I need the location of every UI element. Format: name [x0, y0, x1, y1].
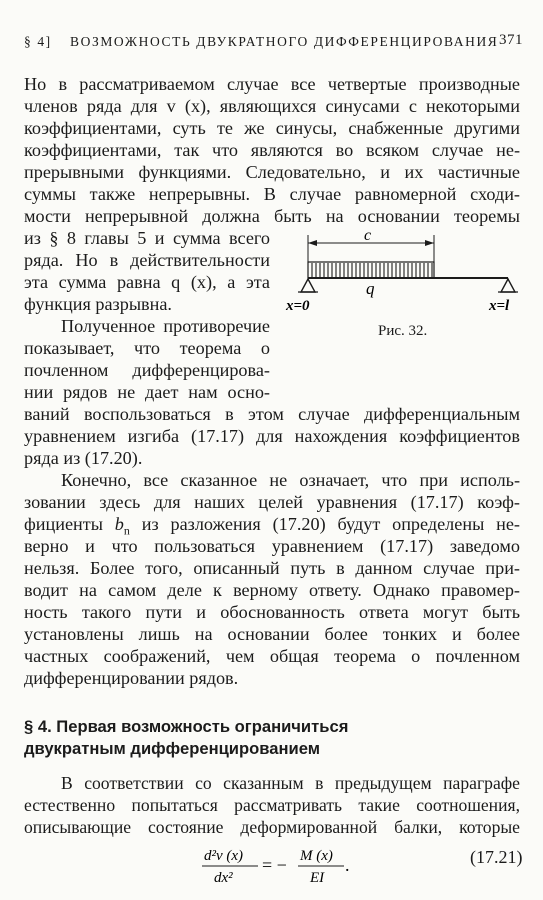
- eq-rhs-denominator: EI: [310, 870, 325, 886]
- text-line: из § 8 главы 5 и сумма всего: [24, 228, 270, 248]
- text-line: показывает, что теорема о: [24, 338, 270, 358]
- eq-lhs-numerator: d²v (x): [204, 848, 244, 864]
- text-line: зовании здесь для наших целей уравнения (17.17) коэф-: [24, 492, 520, 512]
- running-header: [24, 32, 523, 54]
- text-line: описывающие состояние деформированной балки, которые: [24, 817, 520, 837]
- text-line: функция разрывна.: [24, 294, 172, 314]
- text-line: мости непрерывной должна быть на основании теоремы: [24, 206, 520, 226]
- text-line: ваний воспользоваться в этом случае дифференциальным: [24, 404, 520, 424]
- text-line: Но в рассматриваемом случае все четвертые производные: [24, 74, 520, 94]
- text-line: Полученное противоречие: [61, 316, 270, 336]
- text-line: установлены лишь на основании более тонких и более: [24, 624, 520, 644]
- text-line: нии рядов не дает нам осно-: [24, 382, 270, 402]
- eq-sign: = −: [262, 855, 287, 875]
- support-left: [301, 279, 315, 292]
- coefficient-subscript: n: [123, 523, 130, 538]
- label-x0: x=0: [286, 298, 310, 314]
- header-section: § 4]: [24, 34, 52, 49]
- text-line: суммы также непрерывны. В случае равномерной сходи-: [24, 184, 520, 204]
- coefficient-symbol: b: [114, 514, 124, 534]
- text-fragment: фициенты: [24, 514, 115, 534]
- eq-lhs-denominator: dx²: [214, 870, 233, 886]
- text-line: ряда из (17.20).: [24, 448, 143, 468]
- equation-number: (17.21): [470, 847, 523, 867]
- text-line: частных соображений, чем общая теорема о почленном: [24, 646, 520, 666]
- page-number: 371: [499, 32, 523, 48]
- text-line: верно и что пользоваться уравнением (17.17) заведомо: [24, 536, 520, 556]
- header-title: ВОЗМОЖНОСТЬ ДВУКРАТНОГО ДИФФЕРЕНЦИРОВАНИЯ: [70, 34, 499, 49]
- text-line: водит на самом деле к верному ответу. Однако правомер-: [24, 580, 520, 600]
- text-line: дифференцировании рядов.: [24, 668, 239, 688]
- text-line: прерывными функциями. Следовательно, и их частичные: [24, 162, 520, 182]
- text-line: нельзя. Более того, описанный путь в данном случае при-: [24, 558, 520, 578]
- text-line: ность такого пути и обоснованность ответа могут быть: [24, 602, 520, 622]
- eq-period: .: [345, 855, 350, 875]
- eq-rhs-numerator: M (x): [300, 848, 333, 864]
- arrow-left: [308, 240, 317, 246]
- text-line: Конечно, все сказанное не означает, что при исполь-: [61, 470, 520, 490]
- text-line: естественно попытаться рассматривать такие соотношения,: [24, 795, 520, 815]
- text-line: ряда. Но в действительности: [24, 250, 270, 270]
- text-line: почленном дифференцирова-: [24, 360, 270, 380]
- label-c: c: [364, 227, 372, 244]
- section-heading-line: двукратным дифференцированием: [24, 739, 320, 758]
- load-hatching: [312, 263, 432, 277]
- text-fragment: из разложения (17.20) будут определены не-: [129, 514, 520, 534]
- label-q: q: [366, 279, 375, 298]
- text-line: уравнением изгиба (17.17) для нахождения коэффициентов: [24, 426, 520, 446]
- arrow-right: [425, 240, 434, 246]
- text-line: членов ряда для v (x), являющихся синусами с некоторыми: [24, 96, 520, 116]
- text-line: коэффициентами, так что являются во всяком случае не-: [24, 140, 520, 160]
- figure-caption: Рис. 32.: [378, 323, 428, 339]
- text-line: В соответствии со сказанным в предыдущем параграфе: [61, 773, 520, 793]
- load-block: [308, 262, 434, 278]
- label-xl: x=l: [489, 298, 510, 314]
- text-line: коэффициентами, суть те же синусы, снабженные другими: [24, 118, 520, 138]
- support-right: [501, 279, 515, 292]
- section-heading-line: § 4. Первая возможность ограничиться: [24, 717, 349, 736]
- text-line: эта сумма равна q (x), а эта: [24, 272, 270, 292]
